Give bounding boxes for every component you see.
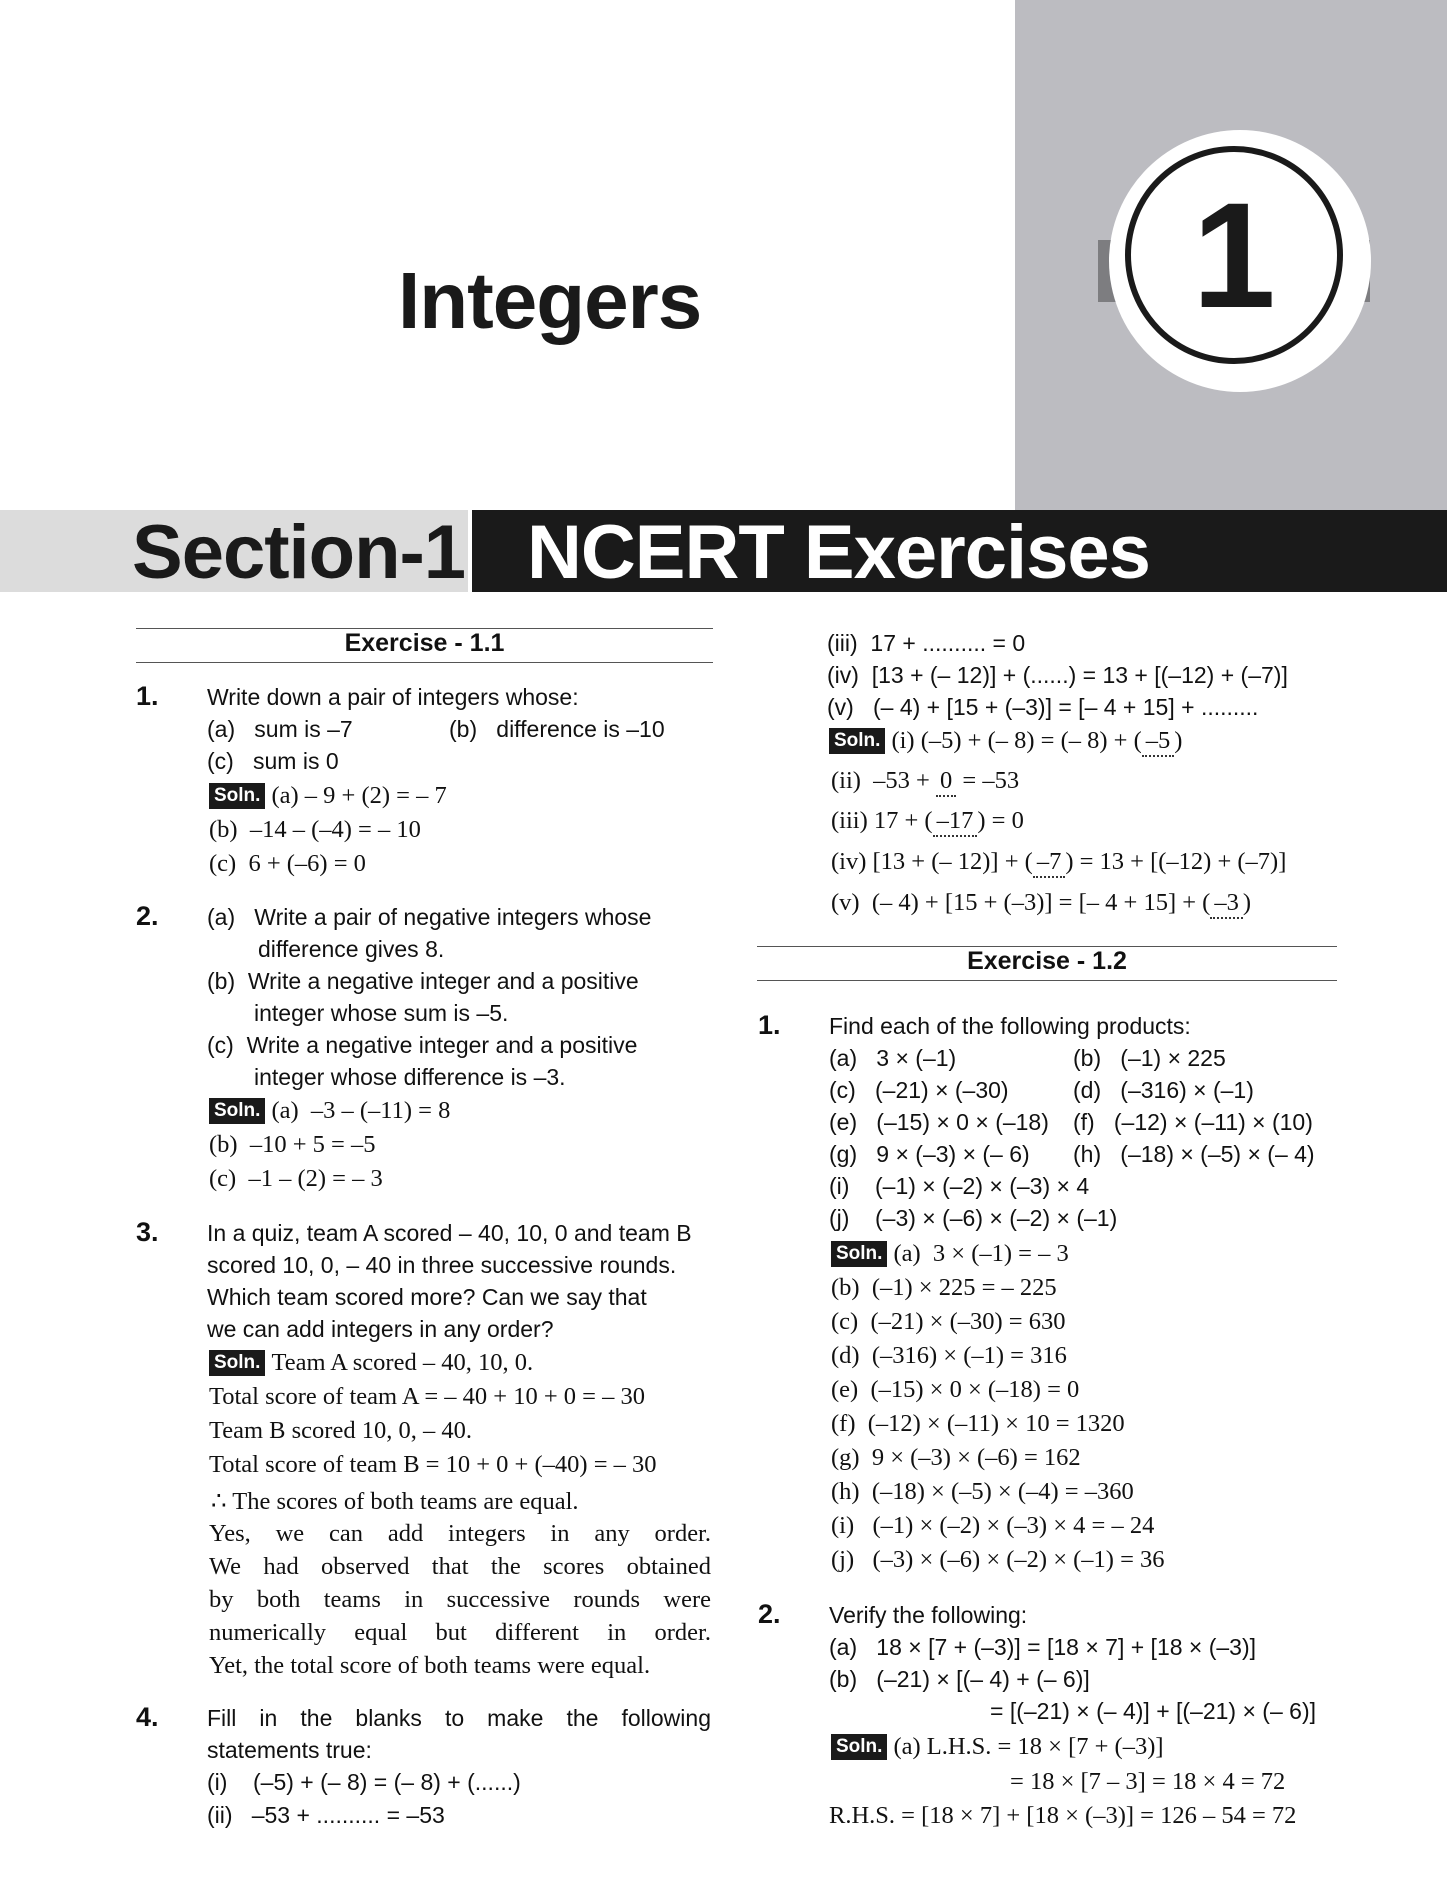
question-text: we can add integers in any order? <box>207 1316 554 1342</box>
question-part: (d) (–316) × (–1) <box>1073 1077 1254 1103</box>
solution-line: (e) (–15) × 0 × (–18) = 0 <box>831 1376 1080 1403</box>
question-part: (h) (–18) × (–5) × (– 4) <box>1073 1141 1315 1167</box>
solution-text: ) = 0 <box>977 807 1024 834</box>
solution-line <box>209 782 447 810</box>
solution-text: ) <box>1174 727 1183 754</box>
solution-line: We had observed that the scores obtained <box>209 1553 711 1580</box>
question-part: integer whose sum is –5. <box>254 1000 509 1026</box>
question-part: (c) sum is 0 <box>207 748 339 774</box>
soln-tag: Soln. <box>209 1350 265 1376</box>
solution-text: (a) L.H.S. = 18 × [7 + (–3)] <box>893 1733 1164 1760</box>
solution-text: (v) (– 4) + [15 + (–3)] = [– 4 + 15] + ( <box>831 889 1211 916</box>
question-part: = [(–21) × (– 4)] + [(–21) × (– 6)] <box>990 1698 1316 1724</box>
solution-text: (ii) –53 + <box>831 767 936 794</box>
question-text: Write down a pair of integers whose: <box>207 684 579 710</box>
soln-tag: Soln. <box>209 783 265 809</box>
solution-line: = 18 × [7 – 3] = 18 × 4 = 72 <box>1010 1768 1286 1795</box>
question-number: 2. <box>136 901 159 931</box>
question-text: Which team scored more? Can we say that <box>207 1284 647 1310</box>
solution-text: (iv) [13 + (– 12)] + ( <box>831 848 1033 875</box>
chapter-title: Integers <box>398 256 702 345</box>
exercise-title: Exercise - 1.2 <box>967 947 1127 975</box>
question-text: Find each of the following products: <box>829 1013 1191 1039</box>
question-part: (b) difference is –10 <box>449 716 665 742</box>
question-part: (b) (–1) × 225 <box>1073 1045 1226 1071</box>
answer-blank: –7 <box>1033 848 1066 878</box>
divider <box>136 662 713 663</box>
solution-line: (d) (–316) × (–1) = 316 <box>831 1342 1067 1369</box>
solution-line: Total score of team B = 10 + 0 + (–40) = – 30 <box>209 1451 657 1478</box>
solution-line: numerically equal but different in order. <box>209 1619 711 1646</box>
solution-line: Yes, we can add integers in any order. <box>209 1520 711 1547</box>
solution-text: ) = 13 + [(–12) + (–7)] <box>1065 848 1287 875</box>
question-part: (i) (–5) + (– 8) = (– 8) + (......) <box>207 1769 521 1795</box>
solution-line <box>831 767 1019 797</box>
question-part: (a) 18 × [7 + (–3)] = [18 × 7] + [18 × (–3)] <box>829 1634 1257 1660</box>
solution-line <box>209 1097 450 1125</box>
question-part: (v) (– 4) + [15 + (–3)] = [– 4 + 15] + ......... <box>827 694 1259 720</box>
solution-line <box>209 1349 533 1377</box>
question-part: (f) (–12) × (–11) × (10) <box>1073 1109 1313 1135</box>
soln-tag: Soln. <box>829 728 885 754</box>
solution-line: R.H.S. = [18 × 7] + [18 × (–3)] = 126 – 54 = 72 <box>829 1802 1297 1829</box>
soln-tag: Soln. <box>831 1241 887 1267</box>
question-part: (j) (–3) × (–6) × (–2) × (–1) <box>829 1205 1118 1231</box>
solution-text: = –53 <box>956 767 1020 794</box>
solution-text: (a) 3 × (–1) = – 3 <box>893 1240 1069 1267</box>
question-text: statements true: <box>207 1737 372 1763</box>
divider <box>757 980 1337 981</box>
solution-line <box>829 727 1182 757</box>
section-heading: NCERT Exercises <box>527 510 1150 595</box>
solution-text: (i) (–5) + (– 8) = (– 8) + ( <box>891 727 1142 754</box>
solution-text: (iii) 17 + ( <box>831 807 933 834</box>
solution-line: Team B scored 10, 0, – 40. <box>209 1417 472 1444</box>
solution-line: ∴ The scores of both teams are equal. <box>211 1488 579 1515</box>
question-part: (c) (–21) × (–30) <box>829 1077 1009 1103</box>
question-number: 2. <box>758 1599 781 1629</box>
solution-line: (f) (–12) × (–11) × 10 = 1320 <box>831 1410 1125 1437</box>
question-part: (a) Write a pair of negative integers whose <box>207 904 652 930</box>
solution-line: (b) –10 + 5 = –5 <box>209 1131 376 1158</box>
question-part: (a) 3 × (–1) <box>829 1045 957 1071</box>
question-part: difference gives 8. <box>258 936 445 962</box>
solution-text: (a) – 9 + (2) = – 7 <box>271 782 447 809</box>
question-part: (c) Write a negative integer and a positive <box>207 1032 638 1058</box>
solution-line: (g) 9 × (–3) × (–6) = 162 <box>831 1444 1081 1471</box>
answer-blank: –3 <box>1210 889 1243 919</box>
question-text: Fill in the blanks to make the following <box>207 1705 711 1731</box>
solution-line: Total score of team A = – 40 + 10 + 0 = – 30 <box>209 1383 645 1410</box>
solution-line <box>831 848 1286 878</box>
question-part: integer whose difference is –3. <box>254 1064 566 1090</box>
solution-line: by both teams in successive rounds were <box>209 1586 711 1613</box>
solution-line: (b) –14 – (–4) = – 10 <box>209 816 421 843</box>
solution-line: (c) –1 – (2) = – 3 <box>209 1165 383 1192</box>
solution-line: (b) (–1) × 225 = – 225 <box>831 1274 1057 1301</box>
question-part: (g) 9 × (–3) × (– 6) <box>829 1141 1030 1167</box>
question-part: (iii) 17 + .......... = 0 <box>827 630 1026 656</box>
question-number: 4. <box>136 1702 159 1732</box>
answer-blank: –5 <box>1142 727 1175 757</box>
solution-text: Team A scored – 40, 10, 0. <box>271 1349 534 1376</box>
chapter-number: 1 <box>1192 170 1276 339</box>
question-part: (e) (–15) × 0 × (–18) <box>829 1109 1049 1135</box>
question-number: 1. <box>136 681 159 711</box>
solution-line: (i) (–1) × (–2) × (–3) × 4 = – 24 <box>831 1512 1155 1539</box>
solution-line <box>831 1733 1164 1761</box>
question-text: scored 10, 0, – 40 in three successive rounds. <box>207 1252 677 1278</box>
solution-line <box>831 889 1251 919</box>
exercise-title: Exercise - 1.1 <box>344 629 505 657</box>
solution-line: (j) (–3) × (–6) × (–2) × (–1) = 36 <box>831 1546 1165 1573</box>
answer-blank: –17 <box>933 807 978 837</box>
question-part: (iv) [13 + (– 12)] + (......) = 13 + [(–12) + (–7)] <box>827 662 1288 688</box>
soln-tag: Soln. <box>209 1098 265 1124</box>
question-text: In a quiz, team A scored – 40, 10, 0 and team B <box>207 1220 692 1246</box>
solution-line <box>831 1240 1069 1268</box>
question-number: 3. <box>136 1217 159 1247</box>
question-part: (b) (–21) × [(– 4) + (– 6)] <box>829 1666 1090 1692</box>
solution-line: (c) 6 + (–6) = 0 <box>209 850 366 877</box>
section-label: Section-1 <box>132 510 466 595</box>
soln-tag: Soln. <box>831 1734 887 1760</box>
question-part: (i) (–1) × (–2) × (–3) × 4 <box>829 1173 1090 1199</box>
solution-line: (c) (–21) × (–30) = 630 <box>831 1308 1066 1335</box>
question-number: 1. <box>758 1010 781 1040</box>
solution-line <box>831 807 1024 837</box>
solution-line: (h) (–18) × (–5) × (–4) = –360 <box>831 1478 1134 1505</box>
answer-blank: 0 <box>936 767 956 797</box>
solution-text: ) <box>1242 889 1252 916</box>
question-part: (b) Write a negative integer and a positive <box>207 968 639 994</box>
question-part: (ii) –53 + .......... = –53 <box>207 1802 445 1828</box>
question-part: (a) sum is –7 <box>207 716 353 742</box>
solution-text: (a) –3 – (–11) = 8 <box>271 1097 451 1124</box>
question-text: Verify the following: <box>829 1602 1028 1628</box>
solution-line: Yet, the total score of both teams were equal. <box>209 1652 651 1679</box>
